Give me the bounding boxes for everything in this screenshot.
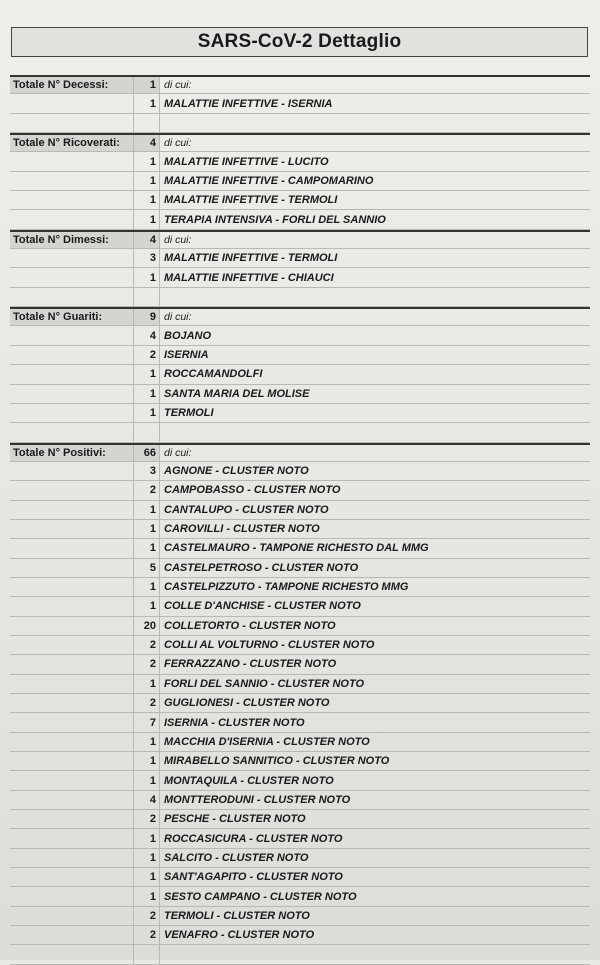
row-count: 1 [134,94,160,112]
section-header-row [10,307,590,326]
row-description: ROCCAMANDOLFI [164,368,263,381]
section-total: 4 [134,232,160,248]
row-count: 2 [134,655,160,673]
row-count: 1 [134,829,160,847]
table-row [10,346,590,365]
row-description: ISERNIA [164,348,209,361]
row-count: 2 [134,926,160,944]
row-label-cell [10,771,134,789]
blank-row [10,423,590,442]
row-description: MIRABELLO SANNITICO - CLUSTER NOTO [164,755,390,768]
row-label-cell [10,597,134,615]
row-count: 5 [134,559,160,577]
section-label: Totale N° Guariti: [10,309,134,325]
row-count: 1 [134,733,160,751]
table-row [10,385,590,404]
row-description: TERMOLI [164,407,214,420]
row-count: 4 [134,326,160,344]
row-count: 1 [134,752,160,770]
table-row [10,462,590,481]
table-row [10,326,590,345]
table-row [10,907,590,926]
row-label-cell [10,617,134,635]
row-label-cell [10,539,134,557]
row-count: 3 [134,462,160,480]
row-description: CANTALUPO - CLUSTER NOTO [164,503,329,516]
row-count: 1 [134,539,160,557]
row-label-cell [10,326,134,344]
section-subtitle: di cui: [164,446,192,459]
table-row [10,404,590,423]
blank-cell [134,423,160,441]
row-count: 2 [134,481,160,499]
row-description: VENAFRO - CLUSTER NOTO [164,929,315,942]
blank-cell [134,945,160,963]
row-description: BOJANO [164,329,212,342]
row-label-cell [10,365,134,383]
blank-row [10,288,590,307]
section-subtitle: di cui: [164,311,192,324]
row-label-cell [10,752,134,770]
table-row [10,829,590,848]
row-description: CASTELMAURO - TAMPONE RICHESTO DAL MMG [164,542,429,555]
row-description: COLLI AL VOLTURNO - CLUSTER NOTO [164,639,375,652]
section-total: 66 [134,445,160,461]
row-description: FERRAZZANO - CLUSTER NOTO [164,658,337,671]
row-count: 1 [134,268,160,286]
table-row [10,694,590,713]
row-label-cell [10,249,134,267]
row-description: MALATTIE INFETTIVE - LUCITO [164,155,329,168]
row-label-cell [10,191,134,209]
detail-table [10,75,590,965]
row-count: 20 [134,617,160,635]
table-row [10,733,590,752]
row-count: 1 [134,849,160,867]
row-count: 7 [134,713,160,731]
row-count: 1 [134,385,160,403]
row-label-cell [10,733,134,751]
section-header-row [10,230,590,249]
row-description: ISERNIA - CLUSTER NOTO [164,716,305,729]
section-header-row [10,443,590,462]
row-label-cell [10,268,134,286]
row-label-cell [10,94,134,112]
row-label-cell [10,404,134,422]
section-total: 4 [134,135,160,151]
row-description: COLLETORTO - CLUSTER NOTO [164,619,336,632]
table-row [10,481,590,500]
row-count: 1 [134,172,160,190]
row-description: MALATTIE INFETTIVE - CHIAUCI [164,271,334,284]
table-row [10,868,590,887]
table-row [10,617,590,636]
row-count: 2 [134,346,160,364]
row-description: SANT'AGAPITO - CLUSTER NOTO [164,871,343,884]
table-row [10,152,590,171]
row-label-cell [10,791,134,809]
section-subtitle: di cui: [164,233,192,246]
blank-cell [160,423,590,441]
row-description: MALATTIE INFETTIVE - ISERNIA [164,97,333,110]
row-count: 1 [134,404,160,422]
row-description: MONTAQUILA - CLUSTER NOTO [164,774,334,787]
row-label-cell [10,210,134,228]
section-label: Totale N° Ricoverati: [10,135,134,151]
table-row [10,210,590,229]
table-row [10,249,590,268]
blank-row [10,114,590,133]
table-row [10,578,590,597]
row-label-cell [10,694,134,712]
row-label-cell [10,713,134,731]
row-description: MACCHIA D'ISERNIA - CLUSTER NOTO [164,735,370,748]
row-count: 3 [134,249,160,267]
row-label-cell [10,810,134,828]
row-description: GUGLIONESI - CLUSTER NOTO [164,697,330,710]
table-row [10,810,590,829]
row-description: ROCCASICURA - CLUSTER NOTO [164,832,343,845]
section-total: 9 [134,309,160,325]
row-label-cell [10,829,134,847]
row-count: 1 [134,578,160,596]
row-description: PESCHE - CLUSTER NOTO [164,813,306,826]
row-label-cell [10,926,134,944]
row-label-cell [10,385,134,403]
section-subtitle: di cui: [164,137,192,150]
row-label-cell [10,152,134,170]
blank-cell [10,114,134,132]
row-count: 1 [134,887,160,905]
table-row [10,501,590,520]
row-description: COLLE D'ANCHISE - CLUSTER NOTO [164,600,361,613]
table-row [10,655,590,674]
row-label-cell [10,346,134,364]
section-header-row [10,133,590,152]
row-count: 1 [134,152,160,170]
section-header-row [10,75,590,94]
row-description: TERMOLI - CLUSTER NOTO [164,909,310,922]
section-total: 1 [134,77,160,93]
row-label-cell [10,481,134,499]
row-description: MONTTERODUNI - CLUSTER NOTO [164,793,351,806]
section-label: Totale N° Dimessi: [10,232,134,248]
row-description: AGNONE - CLUSTER NOTO [164,465,309,478]
row-label-cell [10,172,134,190]
row-description: TERAPIA INTENSIVA - FORLI DEL SANNIO [164,213,386,226]
row-count: 1 [134,365,160,383]
row-description: CASTELPETROSO - CLUSTER NOTO [164,561,359,574]
row-count: 1 [134,675,160,693]
row-count: 1 [134,210,160,228]
row-count: 2 [134,636,160,654]
row-label-cell [10,849,134,867]
table-row [10,926,590,945]
row-label-cell [10,675,134,693]
row-count: 2 [134,694,160,712]
row-description: MALATTIE INFETTIVE - TERMOLI [164,194,338,207]
row-label-cell [10,887,134,905]
row-label-cell [10,559,134,577]
section-subtitle: di cui: [164,79,192,92]
table-row [10,791,590,810]
table-row [10,172,590,191]
row-count: 1 [134,597,160,615]
row-description: CASTELPIZZUTO - TAMPONE RICHESTO MMG [164,581,409,594]
row-count: 1 [134,520,160,538]
table-row [10,887,590,906]
blank-cell [134,288,160,306]
section-label: Totale N° Decessi: [10,77,134,93]
row-count: 1 [134,868,160,886]
table-row [10,849,590,868]
table-row [10,191,590,210]
table-row [10,675,590,694]
page-title: SARS-CoV-2 Dettaglio [11,27,588,57]
row-label-cell [10,501,134,519]
table-row [10,752,590,771]
blank-cell [160,114,590,132]
row-count: 2 [134,907,160,925]
row-description: CAROVILLI - CLUSTER NOTO [164,523,320,536]
row-count: 1 [134,191,160,209]
blank-cell [10,945,134,963]
row-label-cell [10,578,134,596]
row-count: 4 [134,791,160,809]
row-description: MALATTIE INFETTIVE - TERMOLI [164,252,338,265]
row-label-cell [10,462,134,480]
row-description: MALATTIE INFETTIVE - CAMPOMARINO [164,174,374,187]
table-row [10,94,590,113]
blank-cell [10,423,134,441]
table-row [10,636,590,655]
section-label: Totale N° Positivi: [10,445,134,461]
table-row [10,597,590,616]
blank-cell [10,288,134,306]
table-row [10,268,590,287]
table-row [10,539,590,558]
row-description: FORLI DEL SANNIO - CLUSTER NOTO [164,677,365,690]
blank-row [10,945,590,964]
table-row [10,520,590,539]
row-label-cell [10,907,134,925]
row-label-cell [10,655,134,673]
row-label-cell [10,520,134,538]
table-row [10,365,590,384]
row-description: SESTO CAMPANO - CLUSTER NOTO [164,890,357,903]
row-description: SANTA MARIA DEL MOLISE [164,387,310,400]
row-count: 1 [134,501,160,519]
blank-cell [134,114,160,132]
row-description: CAMPOBASSO - CLUSTER NOTO [164,484,341,497]
blank-cell [160,945,590,963]
row-label-cell [10,636,134,654]
row-label-cell [10,868,134,886]
row-count: 2 [134,810,160,828]
blank-cell [160,288,590,306]
table-row [10,559,590,578]
row-count: 1 [134,771,160,789]
row-description: SALCITO - CLUSTER NOTO [164,851,309,864]
table-row [10,713,590,732]
table-row [10,771,590,790]
